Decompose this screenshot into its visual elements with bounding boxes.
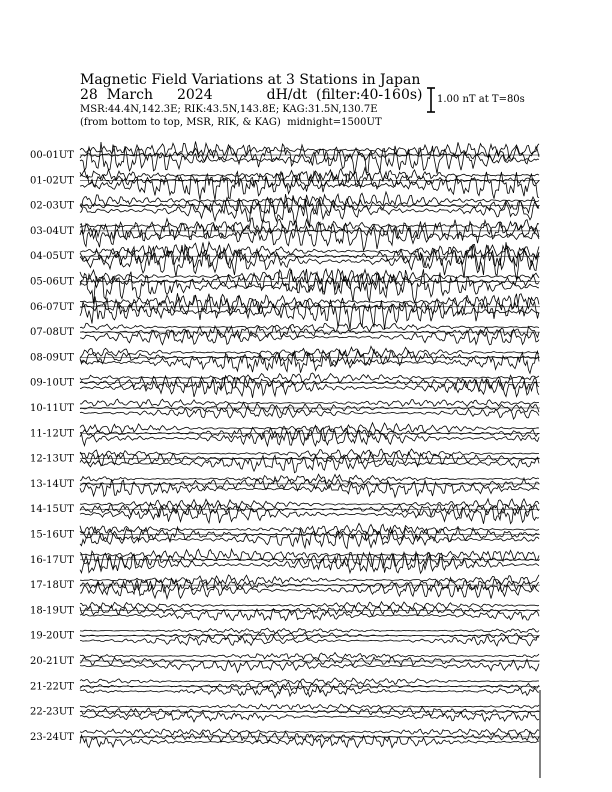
filter-label: (filter:40-160s) xyxy=(316,87,423,103)
row-09-10UT xyxy=(30,373,540,398)
trace-line xyxy=(80,659,539,672)
trace-line xyxy=(80,329,539,345)
trace-line xyxy=(80,711,539,722)
row-20-21UT xyxy=(30,653,540,673)
date-day: 28 xyxy=(80,87,98,103)
row-14-15UT xyxy=(30,499,540,524)
hour-label: 03-04UT xyxy=(30,225,74,237)
hour-label: 17-18UT xyxy=(30,580,74,592)
hour-label: 09-10UT xyxy=(30,377,74,389)
order-note: (from bottom to top, MSR, RIK, & KAG) xyxy=(80,117,281,128)
trace-line xyxy=(80,523,539,534)
hour-label: 04-05UT xyxy=(30,251,74,263)
hour-label: 20-21UT xyxy=(30,656,74,667)
row-16-17UT xyxy=(30,549,540,573)
hour-label: 07-08UT xyxy=(30,327,74,339)
hour-label: 00-01UT xyxy=(30,150,74,161)
hour-label: 23-24UT xyxy=(30,731,74,743)
stations-line: MSR:44.4N,142.3E; RIK:43.5N,143.8E; KAG:31.5N,130.7E xyxy=(80,104,378,115)
trace-line xyxy=(80,455,539,473)
row-18-19UT xyxy=(30,602,540,621)
hour-label: 10-11UT xyxy=(30,403,74,414)
row-13-14UT xyxy=(30,474,540,497)
hour-label: 06-07UT xyxy=(30,301,74,313)
hour-label: 22-23UT xyxy=(30,706,74,718)
row-21-22UT xyxy=(30,678,540,698)
row-22-23UT xyxy=(30,704,540,722)
hour-label: 21-22UT xyxy=(30,681,74,693)
hour-label: 12-13UT xyxy=(30,453,74,465)
trace-line xyxy=(80,323,539,332)
row-03-04UT xyxy=(30,218,540,251)
quantity-label: dH/dt xyxy=(266,87,308,103)
trace-line xyxy=(80,242,539,260)
hour-label: 19-20UT xyxy=(30,630,74,642)
hour-label: 13-14UT xyxy=(30,478,74,490)
row-11-12UT xyxy=(30,423,540,446)
trace-line xyxy=(80,678,539,685)
trace-line xyxy=(80,399,539,407)
hour-label: 05-06UT xyxy=(30,276,74,288)
row-17-18UT xyxy=(30,575,540,599)
hour-label: 08-09UT xyxy=(30,352,74,364)
trace-line xyxy=(80,602,539,609)
date-month: March xyxy=(106,87,153,103)
hour-label: 15-16UT xyxy=(30,529,74,541)
trace-line xyxy=(80,653,539,660)
trace-line xyxy=(80,729,539,736)
trace-line xyxy=(80,474,539,483)
chart-title: Magnetic Field Variations at 3 Stations in Japan xyxy=(80,72,421,88)
row-15-16UT xyxy=(30,523,540,548)
row-02-03UT xyxy=(30,192,540,226)
trace-line xyxy=(80,636,539,646)
scale-bar-label: 1.00 nT at T=80s xyxy=(437,94,525,105)
trace-line xyxy=(80,428,539,446)
row-10-11UT xyxy=(30,399,540,419)
row-23-24UT xyxy=(30,729,540,748)
hour-label: 14-15UT xyxy=(30,504,74,516)
scale-bar xyxy=(427,88,435,112)
row-07-08UT xyxy=(30,323,540,345)
row-08-09UT xyxy=(30,346,540,373)
hour-label: 02-03UT xyxy=(30,200,74,212)
date-year: 2024 xyxy=(176,87,213,103)
hour-label: 11-12UT xyxy=(30,428,74,440)
hour-label: 18-19UT xyxy=(30,605,74,617)
hour-label: 01-02UT xyxy=(30,175,74,187)
midnight-note: midnight=1500UT xyxy=(287,117,382,128)
trace-line xyxy=(80,269,539,285)
hour-label: 16-17UT xyxy=(30,554,74,566)
row-00-01UT xyxy=(30,142,540,175)
row-19-20UT xyxy=(30,628,540,646)
row-12-13UT xyxy=(30,449,540,473)
trace-line xyxy=(80,628,539,634)
trace-line xyxy=(80,373,539,383)
